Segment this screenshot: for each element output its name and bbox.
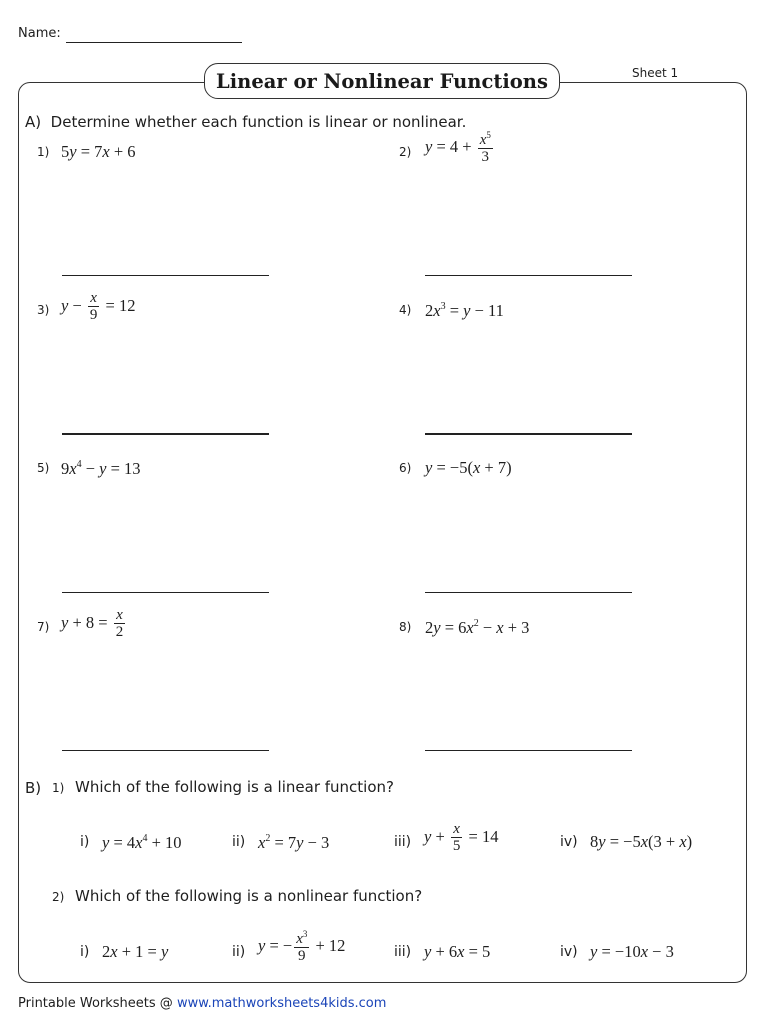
problem-1-answer-line[interactable] — [62, 275, 269, 276]
section-a-instruction: Determine whether each function is linear or nonlinear. — [50, 113, 467, 131]
problem-2-equation: y = 4 + $\frac{x^5}{3}$ — [425, 130, 491, 165]
problem-6-answer-line[interactable] — [425, 592, 632, 593]
problem-8-equation: $2y = 6x^2 - x + 3$ — [425, 618, 530, 637]
problem-8-number: 8) — [399, 620, 412, 634]
problem-1-number: 1) — [37, 145, 50, 159]
problem-5-number: 5) — [37, 461, 50, 475]
page-title — [204, 63, 560, 99]
problem-8-answer-line[interactable] — [425, 750, 632, 751]
b2-option-ii-equation[interactable]: y = − $\frac{x^3}{9}$ + 12 — [258, 929, 346, 964]
b2-option-ii-label[interactable]: ii) — [232, 944, 246, 960]
b1-option-iv-equation[interactable]: 8y = −5x(3 + x) — [590, 832, 693, 851]
b2-option-i-equation[interactable]: 2x + 1 = y — [102, 942, 169, 961]
b2-option-iii-equation[interactable]: y + 6x = 5 — [424, 942, 491, 961]
problem-5-answer-line[interactable] — [62, 592, 269, 593]
section-a-letter: A) — [25, 113, 42, 131]
section-b-letter: B) — [25, 779, 42, 797]
b1-option-i-label[interactable]: i) — [80, 834, 90, 850]
problem-5-equation: $9x^4 - y = 13$ — [61, 459, 141, 478]
name-label: Name: — [18, 26, 61, 41]
problem-4-answer-line[interactable] — [425, 433, 632, 435]
page-title-text: Linear or Nonlinear Functions — [216, 69, 548, 93]
question-b1-text: Which of the following is a linear function? — [75, 778, 394, 796]
b1-option-iii-equation[interactable]: y + $\frac{x}{5}$ = 14 — [424, 821, 499, 854]
problem-7-equation: y + 8 = $\frac{x}{2}$ — [61, 607, 124, 640]
b1-option-ii-equation[interactable]: $x^2 = 7y - 3$ — [258, 833, 330, 852]
problem-4-equation: $2x^3 = y - 11$ — [425, 301, 504, 320]
footer — [18, 996, 386, 1011]
b1-option-i-equation[interactable]: $y = 4x^4 + 10$ — [102, 833, 182, 852]
problem-4-number: 4) — [399, 303, 412, 317]
problem-2-number: 2) — [399, 145, 412, 159]
problem-6-number: 6) — [399, 461, 412, 475]
b1-option-iii-label[interactable]: iii) — [394, 834, 412, 850]
b1-option-iv-label[interactable]: iv) — [560, 834, 578, 850]
problem-3-number: 3) — [37, 303, 50, 317]
question-b2-number: 2) — [52, 890, 65, 904]
footer-link[interactable]: www.mathworksheets4kids.com — [176, 996, 387, 1011]
problem-7-answer-line[interactable] — [62, 750, 269, 751]
problem-3-equation: y − $\frac{x}{9}$ = 12 — [61, 290, 136, 323]
b1-option-ii-label[interactable]: ii) — [232, 834, 246, 850]
b2-option-iii-label[interactable]: iii) — [394, 944, 412, 960]
problem-6-equation: y = −5(x + 7) — [425, 458, 512, 477]
question-b1-number: 1) — [52, 781, 65, 795]
problem-7-number: 7) — [37, 620, 50, 634]
section-a-header — [25, 113, 466, 131]
name-answer-line[interactable] — [66, 42, 242, 43]
problem-1-equation: 5y = 7x + 6 — [61, 142, 136, 161]
footer-prefix: Printable Worksheets @ — [18, 996, 177, 1011]
b2-option-iv-equation[interactable]: y = −10x − 3 — [590, 942, 674, 961]
question-b2-text: Which of the following is a nonlinear function? — [75, 887, 423, 905]
problem-2-answer-line[interactable] — [425, 275, 632, 276]
sheet-label: Sheet 1 — [632, 66, 679, 80]
b2-option-iv-label[interactable]: iv) — [560, 944, 578, 960]
b2-option-i-label[interactable]: i) — [80, 944, 90, 960]
problem-3-answer-line[interactable] — [62, 433, 269, 435]
